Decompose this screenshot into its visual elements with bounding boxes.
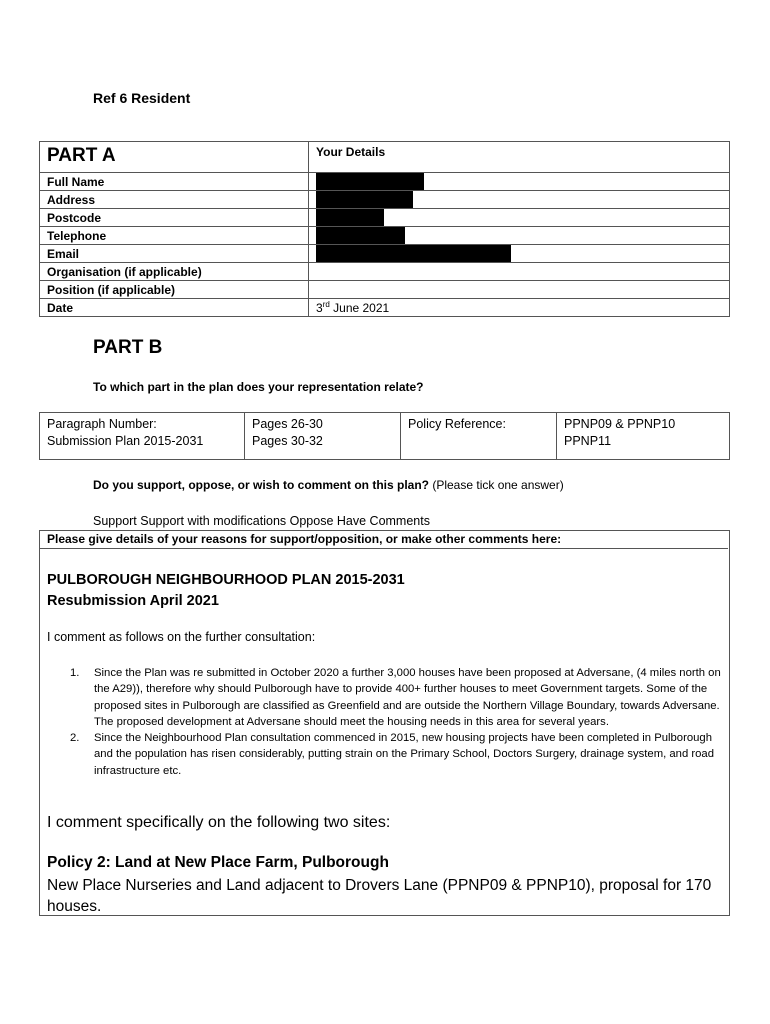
redaction-bar <box>316 245 511 262</box>
comments-header: Please give details of your reasons for support/opposition, or make other comments here: <box>40 531 728 549</box>
reference-label: Ref 6 Resident <box>93 90 191 106</box>
policy-title: Policy 2: Land at New Place Farm, Pulborough <box>47 854 389 871</box>
part-b-title: PART B <box>93 337 163 358</box>
field-label: Address <box>40 191 309 209</box>
plan-title: PULBOROUGH NEIGHBOURHOOD PLAN 2015-2031 Resubmission April 2021 <box>47 572 405 609</box>
redaction-bar <box>316 173 424 190</box>
field-value <box>309 209 730 227</box>
intro-text: I comment as follows on the further consultation: <box>47 630 316 644</box>
field-value <box>309 173 730 191</box>
field-value <box>309 281 730 299</box>
field-label: Telephone <box>40 227 309 245</box>
paragraph-number-cell: Paragraph Number: Submission Plan 2015-2031 <box>40 413 245 460</box>
list-text: Since the Neighbourhood Plan consultation commenced in 2015, new housing projects have been completed in Pulborough and the population has risen considerably, putting strain on the Primary School, Doctors Surgery, drainage system, and road infrastructure etc. <box>94 732 714 777</box>
your-details-header: Your Details <box>309 142 730 173</box>
policy-description: New Place Nurseries and Land adjacent to Drovers Lane (PPNP09 & PPNP10), proposal for 170 houses. <box>47 877 712 915</box>
field-value <box>309 191 730 209</box>
list-item <box>47 665 727 730</box>
comments-box <box>39 530 730 916</box>
comment-list <box>47 665 727 779</box>
field-label: Full Name <box>40 173 309 191</box>
field-value <box>309 227 730 245</box>
redaction-bar <box>316 227 405 244</box>
field-label: Organisation (if applicable) <box>40 263 309 281</box>
redaction-bar <box>316 209 384 226</box>
list-number: 1. <box>70 667 80 679</box>
date-label: Date <box>40 299 309 317</box>
field-value <box>309 245 730 263</box>
field-label: Position (if applicable) <box>40 281 309 299</box>
support-options[interactable]: Support Support with modifications Oppose Have Comments <box>93 514 430 528</box>
field-label: Email <box>40 245 309 263</box>
field-value <box>309 263 730 281</box>
date-value: 3rd June 2021 <box>309 299 730 317</box>
policy-reference-value: PPNP09 & PPNP10 PPNP11 <box>557 413 730 460</box>
pages-cell: Pages 26-30 Pages 30-32 <box>245 413 401 460</box>
list-item <box>47 730 727 779</box>
redaction-bar <box>316 191 413 208</box>
support-question: Do you support, oppose, or wish to comment on this plan? (Please tick one answer) <box>93 478 564 492</box>
policy-reference-label: Policy Reference: <box>401 413 557 460</box>
specific-comment-heading: I comment specifically on the following two sites: <box>47 814 391 831</box>
list-text: Since the Plan was re submitted in October 2020 a further 3,000 houses have been proposed at Adversane, (4 miles north on the A29)), therefore why should Pulborough have to provide 400+ further houses to meet Government targets. Some of the proposed sites in Pulborough are classified as Greenfield and are outside the Northern Village Boundary, towards Adversane. The proposed development at Adversane should meet the housing needs in this area for several years. <box>94 667 721 728</box>
representation-question: To which part in the plan does your representation relate? <box>93 380 424 394</box>
list-number: 2. <box>70 732 80 745</box>
field-label: Postcode <box>40 209 309 227</box>
part-a-title: PART A <box>40 142 309 173</box>
paragraph-table <box>39 412 730 460</box>
part-a-table <box>39 141 730 317</box>
